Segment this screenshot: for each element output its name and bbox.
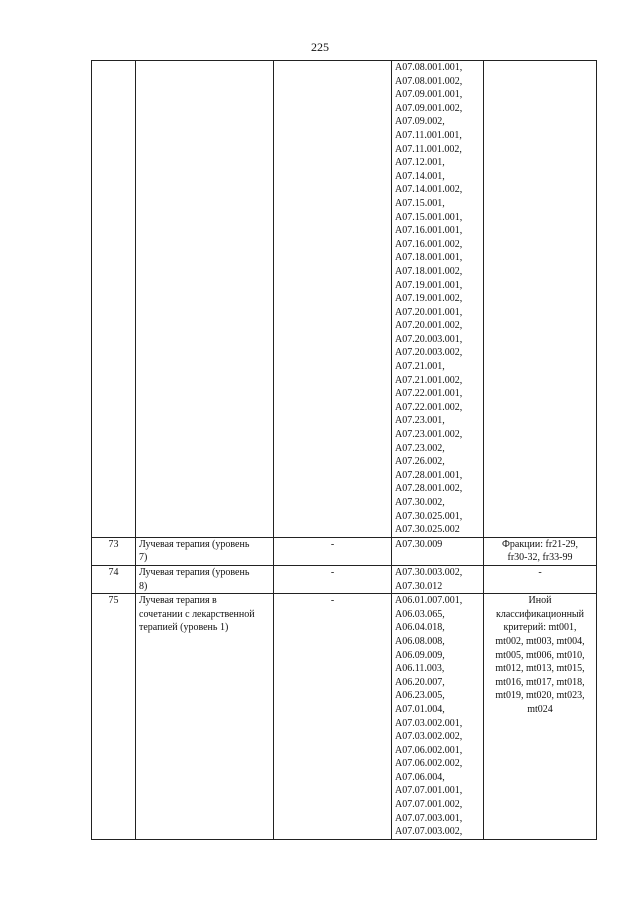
name-line: сочетании с лекарственной bbox=[139, 608, 255, 620]
service-code: A07.01.004, bbox=[395, 703, 445, 715]
service-code: A06.04.018, bbox=[395, 622, 445, 634]
service-code: A07.06.004, bbox=[395, 771, 445, 783]
service-code: A07.26.002, bbox=[395, 456, 445, 468]
service-code: A07.14.001.002, bbox=[395, 184, 463, 196]
service-code: A06.03.065, bbox=[395, 608, 445, 620]
service-code: A07.06.002.002, bbox=[395, 758, 463, 770]
table-body bbox=[92, 61, 597, 840]
cell-number: 73 bbox=[92, 537, 136, 565]
service-code: A06.09.009, bbox=[395, 649, 445, 661]
service-code: A07.08.001.001, bbox=[395, 62, 463, 73]
service-code: A07.07.001.001, bbox=[395, 785, 463, 797]
service-code: A07.21.001, bbox=[395, 361, 445, 373]
criteria-line: критерий: mt001, bbox=[503, 622, 577, 634]
service-code: A07.30.002, bbox=[395, 497, 445, 508]
service-code: A07.11.001.002, bbox=[395, 143, 462, 155]
service-code: A07.22.001.002, bbox=[395, 401, 463, 413]
criteria-line: fr30-32, fr33-99 bbox=[507, 552, 573, 564]
cell-service-codes bbox=[392, 61, 484, 538]
service-code: A07.20.001.001, bbox=[395, 306, 463, 318]
service-code: A07.15.001.001, bbox=[395, 211, 463, 223]
cell-mkb bbox=[274, 61, 392, 538]
service-code: A07.23.001, bbox=[395, 415, 445, 427]
service-code: A07.20.003.002, bbox=[395, 347, 463, 359]
service-code: A07.20.001.002, bbox=[395, 320, 463, 332]
service-code: A07.20.003.001, bbox=[395, 333, 463, 345]
criteria-line: mt019, mt020, mt023, bbox=[495, 690, 585, 702]
service-code: A07.06.002.001, bbox=[395, 744, 463, 756]
service-code: A07.30.003.002, bbox=[395, 566, 463, 578]
name-line: 8) bbox=[139, 580, 148, 592]
cell-service-codes bbox=[392, 594, 484, 840]
service-code: A07.18.001.002, bbox=[395, 265, 463, 277]
cell-mkb: - bbox=[274, 594, 392, 840]
service-code: A07.15.001, bbox=[395, 197, 445, 209]
service-code: A06.20.007, bbox=[395, 676, 445, 688]
cell-criteria bbox=[484, 565, 597, 593]
cell-number: 74 bbox=[92, 565, 136, 593]
criteria-line: mt016, mt017, mt018, bbox=[495, 676, 585, 688]
service-code: A07.30.012 bbox=[395, 580, 443, 592]
service-code: A07.09.001.001, bbox=[395, 89, 463, 101]
criteria-line: - bbox=[538, 566, 542, 578]
table-row bbox=[92, 565, 597, 593]
service-code: A07.07.001.002, bbox=[395, 799, 463, 811]
service-code: A07.03.002.001, bbox=[395, 717, 463, 729]
service-code: A07.03.002.002, bbox=[395, 731, 463, 743]
name-line: Лучевая терапия в bbox=[139, 595, 217, 607]
service-code: A07.19.001.002, bbox=[395, 293, 463, 305]
page-number: 225 bbox=[311, 40, 329, 54]
service-code: A07.08.001.002, bbox=[395, 75, 463, 87]
service-code: A07.07.003.001, bbox=[395, 812, 463, 824]
cell-criteria bbox=[484, 61, 597, 538]
service-code: A07.07.003.002, bbox=[395, 826, 463, 838]
service-code: A06.23.005, bbox=[395, 690, 445, 702]
cell-number: 75 bbox=[92, 594, 136, 840]
criteria-line: mt024 bbox=[527, 703, 553, 715]
service-code: A07.19.001.001, bbox=[395, 279, 463, 291]
service-code: A07.28.001.002, bbox=[395, 483, 463, 495]
services-table bbox=[91, 60, 597, 840]
cell-criteria bbox=[484, 537, 597, 565]
cell-name bbox=[136, 61, 274, 538]
cell-service-codes bbox=[392, 537, 484, 565]
criteria-line: Иной bbox=[528, 595, 552, 607]
service-code: A07.30.025.002 bbox=[395, 524, 460, 536]
table-row bbox=[92, 594, 597, 840]
service-code: A07.14.001, bbox=[395, 170, 445, 182]
name-line: 7) bbox=[139, 552, 148, 564]
service-code: A07.28.001.001, bbox=[395, 469, 463, 481]
service-code: A07.21.001.002, bbox=[395, 374, 463, 386]
service-code: A06.08.008, bbox=[395, 635, 445, 647]
service-code: A07.11.001.001, bbox=[395, 129, 462, 141]
name-line: Лучевая терапия (уровень bbox=[139, 566, 250, 578]
name-line: терапией (уровень 1) bbox=[139, 622, 229, 634]
service-code: A07.22.001.001, bbox=[395, 388, 463, 400]
service-code: A07.12.001, bbox=[395, 157, 445, 169]
cell-mkb: - bbox=[274, 537, 392, 565]
service-code: A07.30.009 bbox=[395, 538, 443, 550]
service-code: A07.23.001.002, bbox=[395, 429, 463, 441]
service-code: A07.23.002, bbox=[395, 442, 445, 454]
name-line: Лучевая терапия (уровень bbox=[139, 538, 250, 550]
cell-criteria bbox=[484, 594, 597, 840]
cell-service-codes bbox=[392, 565, 484, 593]
service-code: A06.11.003, bbox=[395, 663, 445, 675]
service-code: A07.09.002, bbox=[395, 116, 445, 128]
service-code: A07.16.001.001, bbox=[395, 225, 463, 237]
cell-number bbox=[92, 61, 136, 538]
service-code: A07.09.001.002, bbox=[395, 102, 463, 114]
cell-name bbox=[136, 594, 274, 840]
cell-name bbox=[136, 537, 274, 565]
criteria-line: классификационный bbox=[496, 608, 584, 620]
cell-name bbox=[136, 565, 274, 593]
service-code: A07.16.001.002, bbox=[395, 238, 463, 250]
service-code: A06.01.007.001, bbox=[395, 595, 463, 607]
table-row bbox=[92, 537, 597, 565]
criteria-line: mt012, mt013, mt015, bbox=[495, 663, 585, 675]
service-code: A07.18.001.001, bbox=[395, 252, 463, 264]
criteria-line: mt005, mt006, mt010, bbox=[495, 649, 585, 661]
table-row bbox=[92, 61, 597, 538]
criteria-line: mt002, mt003, mt004, bbox=[495, 635, 585, 647]
cell-mkb: - bbox=[274, 565, 392, 593]
service-code: A07.30.025.001, bbox=[395, 510, 463, 522]
criteria-line: Фракции: fr21-29, bbox=[501, 538, 579, 550]
